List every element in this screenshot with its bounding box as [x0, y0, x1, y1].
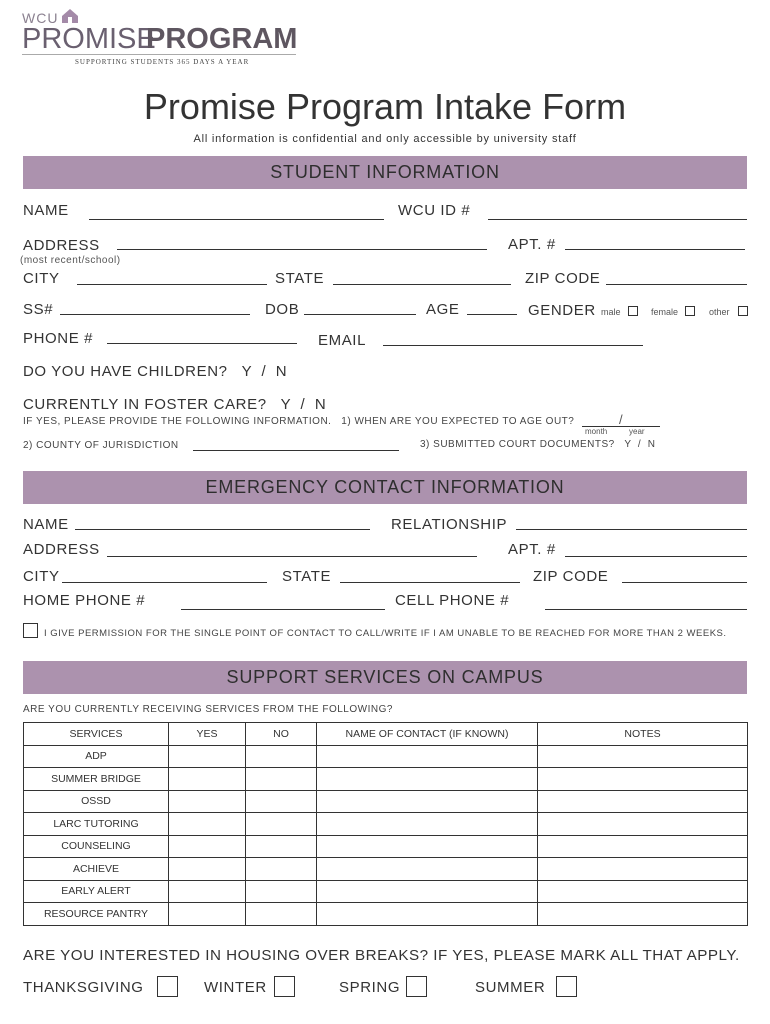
emergency-name-label: NAME: [23, 516, 69, 533]
column-header: SERVICES: [24, 723, 169, 746]
column-header: NOTES: [538, 723, 748, 746]
foster-note: IF YES, PLEASE PROVIDE THE FOLLOWING INFORMATION. 1) WHEN ARE YOU EXPECTED TO AGE OUT?: [23, 416, 575, 427]
emergency-name-field[interactable]: [75, 529, 370, 530]
no-cell[interactable]: [246, 835, 317, 858]
court-docs-question: 3) SUBMITTED COURT DOCUMENTS? Y / N: [420, 439, 656, 450]
notes-cell[interactable]: [538, 880, 748, 903]
student-ss-label: SS#: [23, 301, 54, 318]
home-phone-label: HOME PHONE #: [23, 592, 146, 609]
student-section-header: STUDENT INFORMATION: [23, 156, 747, 189]
housing-spring-checkbox[interactable]: [406, 976, 427, 997]
permission-checkbox[interactable]: [23, 623, 38, 638]
yes-cell[interactable]: [169, 745, 246, 768]
age-out-slash: /: [619, 412, 623, 427]
notes-cell[interactable]: [538, 835, 748, 858]
housing-winter-checkbox[interactable]: [274, 976, 295, 997]
student-address-field[interactable]: [117, 249, 487, 250]
table-header-row: [24, 723, 748, 746]
student-address-note: (most recent/school): [20, 255, 121, 266]
service-name: LARC TUTORING: [24, 813, 169, 836]
no-cell[interactable]: [246, 768, 317, 791]
notes-cell[interactable]: [538, 858, 748, 881]
age-out-month: month: [585, 427, 608, 436]
service-name: ADP: [24, 745, 169, 768]
emergency-state-field[interactable]: [340, 582, 520, 583]
emergency-relationship-label: RELATIONSHIP: [391, 516, 508, 533]
support-question: ARE YOU CURRENTLY RECEIVING SERVICES FROM THE FOLLOWING?: [23, 704, 393, 715]
column-header: NO: [246, 723, 317, 746]
logo-program: PROGRAM: [146, 23, 298, 55]
no-cell[interactable]: [246, 858, 317, 881]
service-name: SUMMER BRIDGE: [24, 768, 169, 791]
housing-summer-checkbox[interactable]: [556, 976, 577, 997]
gender-female-checkbox[interactable]: [685, 306, 695, 316]
services-table: [23, 722, 748, 926]
table-row: [24, 835, 748, 858]
student-ss-field[interactable]: [60, 314, 250, 315]
student-apt-label: APT. #: [508, 236, 556, 253]
yes-cell[interactable]: [169, 880, 246, 903]
student-age-field[interactable]: [467, 314, 517, 315]
table-row: [24, 745, 748, 768]
student-name-label: NAME: [23, 202, 69, 219]
gender-other-checkbox[interactable]: [738, 306, 748, 316]
service-name: ACHIEVE: [24, 858, 169, 881]
contact-cell[interactable]: [317, 790, 538, 813]
foster-question: CURRENTLY IN FOSTER CARE? Y / N: [23, 396, 327, 413]
contact-cell[interactable]: [317, 880, 538, 903]
support-section-header: SUPPORT SERVICES ON CAMPUS: [23, 661, 747, 694]
children-question: DO YOU HAVE CHILDREN? Y / N: [23, 363, 288, 380]
gender-male-checkbox[interactable]: [628, 306, 638, 316]
table-row: [24, 858, 748, 881]
student-phone-label: PHONE #: [23, 330, 94, 347]
table-row: [24, 813, 748, 836]
service-name: RESOURCE PANTRY: [24, 903, 169, 926]
no-cell[interactable]: [246, 745, 317, 768]
contact-cell[interactable]: [317, 835, 538, 858]
yes-cell[interactable]: [169, 903, 246, 926]
table-row: [24, 903, 748, 926]
age-out-year: year: [629, 427, 645, 436]
no-cell[interactable]: [246, 790, 317, 813]
notes-cell[interactable]: [538, 768, 748, 791]
no-cell[interactable]: [246, 813, 317, 836]
logo: [22, 8, 302, 68]
housing-thanksgiving-checkbox[interactable]: [157, 976, 178, 997]
gender-male-label: male: [601, 307, 621, 317]
table-row: [24, 790, 748, 813]
student-address-label: ADDRESS: [23, 237, 100, 254]
emergency-zip-label: ZIP CODE: [533, 568, 609, 585]
student-wcuid-label: WCU ID #: [398, 202, 471, 219]
logo-rule: [22, 54, 296, 55]
student-city-label: CITY: [23, 270, 60, 287]
student-dob-label: DOB: [265, 301, 300, 318]
contact-cell[interactable]: [317, 768, 538, 791]
emergency-address-field[interactable]: [107, 556, 477, 557]
table-row: [24, 768, 748, 791]
housing-summer-label: SUMMER: [475, 979, 546, 996]
yes-cell[interactable]: [169, 813, 246, 836]
student-zip-label: ZIP CODE: [525, 270, 601, 287]
notes-cell[interactable]: [538, 745, 748, 768]
student-wcuid-field[interactable]: [488, 219, 747, 220]
student-city-field[interactable]: [77, 284, 267, 285]
service-name: EARLY ALERT: [24, 880, 169, 903]
no-cell[interactable]: [246, 880, 317, 903]
student-name-field[interactable]: [89, 219, 384, 220]
emergency-apt-label: APT. #: [508, 541, 556, 558]
page-title: Promise Program Intake Form: [143, 86, 627, 127]
contact-cell[interactable]: [317, 903, 538, 926]
housing-thanksgiving-label: THANKSGIVING: [23, 979, 144, 996]
emergency-zip-field[interactable]: [622, 582, 747, 583]
student-state-label: STATE: [275, 270, 325, 287]
student-gender-label: GENDER: [528, 302, 596, 319]
emergency-relationship-field[interactable]: [516, 529, 747, 530]
house-icon: [61, 8, 79, 24]
housing-question: ARE YOU INTERESTED IN HOUSING OVER BREAKS? IF YES, PLEASE MARK ALL THAT APPLY.: [23, 947, 740, 964]
contact-cell[interactable]: [317, 745, 538, 768]
student-phone-field[interactable]: [107, 343, 297, 344]
logo-promise: PROMISE: [22, 23, 156, 55]
service-name: OSSD: [24, 790, 169, 813]
logo-tagline: SUPPORTING STUDENTS 365 DAYS A YEAR: [75, 58, 250, 66]
service-name: COUNSELING: [24, 835, 169, 858]
notes-cell[interactable]: [538, 813, 748, 836]
emergency-city-label: CITY: [23, 568, 60, 585]
yes-cell[interactable]: [169, 858, 246, 881]
cell-phone-label: CELL PHONE #: [395, 592, 510, 609]
page-subtitle: All information is confidential and only accessible by university staff: [193, 133, 577, 145]
yes-cell[interactable]: [169, 790, 246, 813]
county-field[interactable]: [193, 450, 399, 451]
home-phone-field[interactable]: [181, 609, 385, 610]
student-dob-field[interactable]: [304, 314, 416, 315]
student-state-field[interactable]: [333, 284, 511, 285]
yes-cell[interactable]: [169, 835, 246, 858]
table-row: [24, 880, 748, 903]
student-apt-field[interactable]: [565, 249, 745, 250]
student-zip-field[interactable]: [606, 284, 747, 285]
permission-text: I GIVE PERMISSION FOR THE SINGLE POINT OF CONTACT TO CALL/WRITE IF I AM UNABLE TO BE REACHED FOR MORE THAN 2 WEEKS.: [44, 628, 727, 639]
student-email-label: EMAIL: [318, 332, 367, 349]
yes-cell[interactable]: [169, 768, 246, 791]
housing-winter-label: WINTER: [204, 979, 267, 996]
gender-other-label: other: [709, 307, 730, 317]
housing-spring-label: SPRING: [339, 979, 401, 996]
no-cell[interactable]: [246, 903, 317, 926]
emergency-address-label: ADDRESS: [23, 541, 100, 558]
gender-female-label: female: [651, 307, 679, 317]
contact-cell[interactable]: [317, 813, 538, 836]
column-header: NAME OF CONTACT (IF KNOWN): [317, 723, 538, 746]
county-label: 2) COUNTY OF JURISDICTION: [23, 440, 179, 451]
notes-cell[interactable]: [538, 790, 748, 813]
emergency-apt-field[interactable]: [565, 556, 747, 557]
cell-phone-field[interactable]: [545, 609, 747, 610]
contact-cell[interactable]: [317, 858, 538, 881]
notes-cell[interactable]: [538, 903, 748, 926]
column-header: YES: [169, 723, 246, 746]
emergency-city-field[interactable]: [62, 582, 267, 583]
emergency-section-header: EMERGENCY CONTACT INFORMATION: [23, 471, 747, 504]
emergency-state-label: STATE: [282, 568, 332, 585]
logo-wcu: WCU: [22, 10, 59, 26]
student-email-field[interactable]: [383, 345, 643, 346]
student-age-label: AGE: [426, 301, 460, 318]
